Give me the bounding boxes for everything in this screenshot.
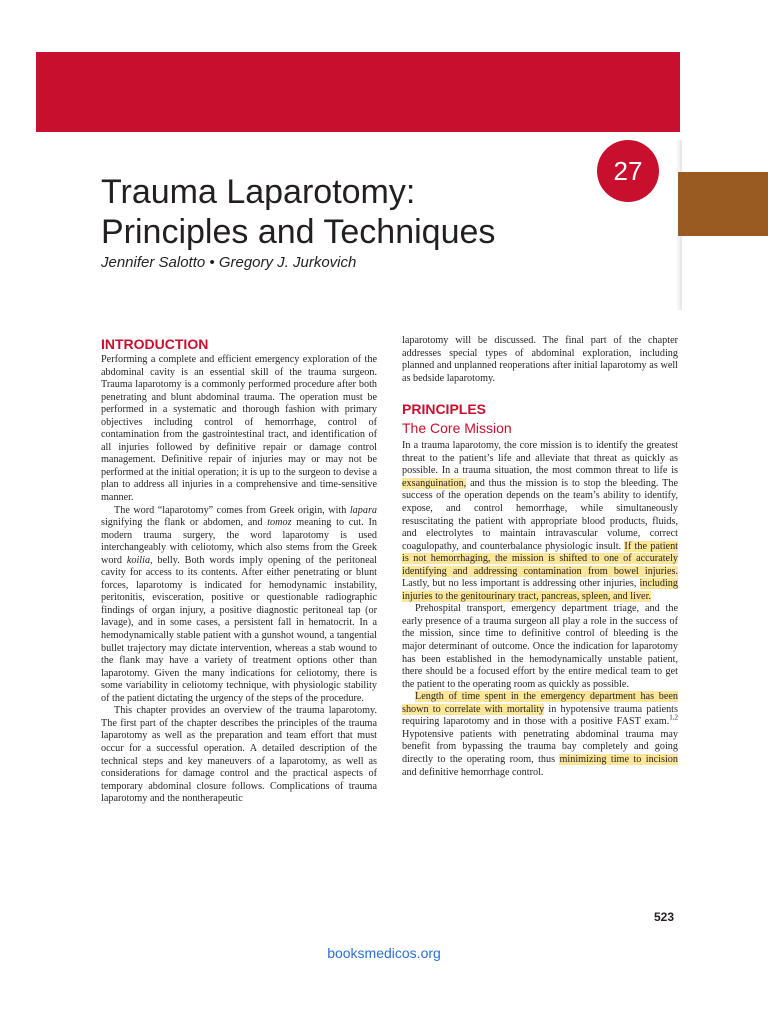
introduction-heading: INTRODUCTION bbox=[101, 336, 209, 352]
highlight: exsanguination, bbox=[402, 477, 467, 489]
chapter-title-line2: Principles and Techniques bbox=[101, 213, 496, 251]
chapter-number-badge: 27 bbox=[597, 140, 659, 202]
right-column bbox=[402, 335, 678, 779]
continuation-paragraph: laparotomy will be discussed. The final part of the chapter addresses special types of abdominal exploration, including planned and unplanned reoperations after initial laparotomy as well as bedside laparotomy. bbox=[402, 335, 678, 384]
page-number: 523 bbox=[654, 910, 675, 924]
chapter-authors: Jennifer Salotto • Gregory J. Jurkovich bbox=[101, 254, 357, 271]
intro-paragraph-1: Performing a complete and efficient emergency exploration of the abdominal cavity is an essential skill of the trauma surgeon. Trauma laparotomy is a commonly performed procedure after both penetrating and blunt abdominal trauma. The operation must be performed in a systematic and thorough fashion with primary objectives including control of hemorrhage, control of contamination from the gastrointestinal tract, and identification of all injuries followed by definitive repair or damage control management. Definitive repair of injuries may or may not be performed at the initial operation; it is up to the surgeon to devise a plan to address all injuries in a comprehensive and time-sensitive manner. bbox=[101, 354, 377, 504]
intro-paragraph-2: The word “laparotomy” comes from Greek origin, with lapara signifying the flank or abdomen, and tomoz meaning to cut. In modern trauma surgery, the word laparotomy is used interchangeably with celiotomy, which also stems from the Greek word koilia, belly. Both words imply opening of the peritoneal cavity for access to its contents. After either penetrating or blunt forces, laparotomy is indicated for hemodynamic instability, peritonitis, evisceration, positive or questionable radiographic findings of organ injury, a positive diagnostic peritoneal tap (or lavage), and in some cases, a persistent fall in hematocrit. In a hemodynamically stable patient with a gunshot wound, a tangential bullet trajectory may dictate intervention, whereas a stab wound to the flank may have a variety of treatment options other than laparotomy. Given the many indications for celiotomy, there is some variability in celiotomy technique, with physiologic stability of the patient dictating the urgency of the steps of the procedure. bbox=[101, 504, 378, 704]
chapter-title-line1: Trauma Laparotomy: bbox=[101, 173, 416, 211]
header-red-band bbox=[36, 52, 680, 132]
core-mission-paragraph-1: In a trauma laparotomy, the core mission is to identify the greatest threat to the patient’s life and alleviate that threat as quickly as possible. In a trauma situation, the most common threat to life is exsanguination, and thus the mission is to stop the bleeding. The success of the operation depends on the team’s ability to identify, expose, and control hemorrhage, while simultaneously resuscitating the patient with appropriate blood products, fluids, and electrolytes to maintain intravascular volume, correct coagulopathy, and counterbalance physiologic insult. If the patient is not hemorrhaging, the mission is shifted to one of accurately identifying and addressing contamination from bowel injuries. Lastly, but no less important is addressing other injuries, including injuries to the genitourinary tract, pancreas, spleen, and liver. bbox=[402, 440, 678, 602]
highlight: Length of time spent in the emergency department has been shown to correlate with mortality bbox=[402, 691, 678, 715]
principles-heading: PRINCIPLES bbox=[402, 401, 487, 418]
chapter-tab-brown bbox=[678, 172, 768, 236]
highlight: minimizing time to incision bbox=[559, 753, 678, 765]
core-mission-paragraph-2: Prehospital transport, emergency department triage, and the early presence of a trauma surgeon all play a role in the success of the mission, since time to definitive control of bleeding is the major determinant of outcome. Once the indication for laparotomy has been established in the hemodynamically unstable patient, there should be a focused effort by the entire medical team to get the patient to the operating room as quickly as possible. bbox=[402, 603, 678, 690]
highlight: including injuries to the genitourinary tract, pancreas, spleen, and liver. bbox=[402, 578, 678, 602]
intro-paragraph-3: This chapter provides an overview of the trauma laparotomy. The first part of the chapter describes the principles of the trauma laparotomy as well as the preparation and team effort that must occur for a successful operation. A detailed description of the technical steps and key maneuvers of a laparotomy, as well as considerations for damage control and the practical aspects of temporary abdominal closure follows. Complications of trauma laparotomy and the nontherapeutic bbox=[101, 705, 377, 805]
highlight: If the patient is not hemorrhaging, the mission is shifted to one of accurately identifying and addressing contamination from bowel injuries. bbox=[402, 540, 678, 577]
footer-link[interactable]: booksmedicos.org bbox=[327, 945, 441, 961]
chapter-title bbox=[101, 172, 495, 252]
core-mission-paragraph-3: Length of time spent in the emergency department has been shown to correlate with mortality in hypotensive trauma patients requiring laparotomy and in those with a positive FAST exam.$^{1,2}$ Hypotensive patients with penetrating abdominal trauma may benefit from bypassing the trauma bay completely and going directly to the operating room, thus minimizing time to incision and definitive hemorrhage control. bbox=[402, 691, 678, 778]
left-column bbox=[101, 354, 377, 806]
core-mission-heading: The Core Mission bbox=[402, 419, 512, 436]
